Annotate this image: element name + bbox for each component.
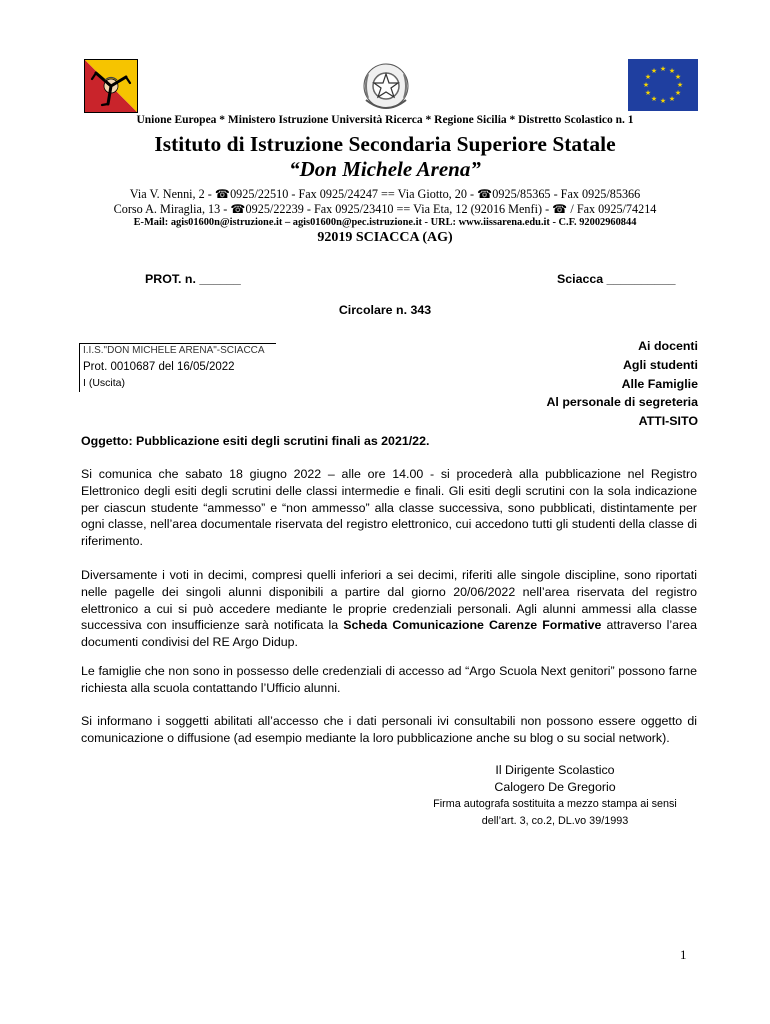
svg-text:★: ★ [644, 89, 652, 97]
svg-text:★: ★ [659, 97, 667, 105]
svg-text:★: ★ [674, 73, 682, 81]
svg-text:★: ★ [644, 73, 652, 81]
stamp-line-2: Prot. 0010687 del 16/05/2022 [83, 361, 235, 373]
subject-line: Oggetto: Pubblicazione esiti degli scrutini finali as 2021/22. [81, 434, 430, 448]
school-motto: “Don Michele Arena” [289, 157, 481, 181]
paragraph-text: Si comunica che sabato 18 giugno 2022 – alle ore 14.00 - si procederà alla pubblicazione nel Registro Elettronico degli esiti degli scrutini delle classi intermedie e finali. Gli esiti degli scrutini con la sola indicazione per ciascun studente “ammesso” e “non ammesso” alla classe successiva, sono pubblicati, distintamente per ogni classe, nell’area documentale riservata del registro elettronico, cui accedono tutti gli studenti della classe di riferimento. [81, 467, 697, 549]
signature-name: Calogero De Gregorio [494, 779, 616, 794]
svg-text:★: ★ [650, 95, 658, 103]
protocol-number: PROT. n. ______ [145, 272, 241, 286]
school-name: Istituto di Istruzione Secondaria Superiore Statale [154, 132, 616, 156]
place-date: Sciacca __________ [557, 272, 676, 286]
protocol-stamp [79, 343, 276, 392]
circular-number: Circolare n. 343 [338, 303, 432, 317]
contact-line: E-Mail: agis01600n@istruzione.it – agis01600n@pec.istruzione.it - URL: www.iissarena.edu.it - C.F. 92002960844 [133, 217, 637, 228]
european-union-flag-icon [628, 59, 698, 111]
svg-text:★: ★ [650, 67, 658, 75]
recipient-item: Alle Famiglie [621, 376, 698, 391]
signature-note-2: dell’art. 3, co.2, DL.vo 39/1993 [481, 814, 629, 827]
recipient-item: Al personale di segreteria [546, 395, 698, 410]
body-paragraph-2 [81, 567, 697, 651]
italian-republic-emblem-icon [360, 60, 412, 114]
paragraph-text: attraverso l’area documenti condivisi del RE Argo Didup. [81, 618, 697, 650]
stamp-line-1: I.I.S."DON MICHELE ARENA"-SCIACCA [83, 345, 265, 356]
signature-block [390, 762, 720, 829]
address-line-1: Via V. Nenni, 2 - ☎0925/22510 - Fax 0925/24247 == Via Giotto, 20 - ☎0925/85365 - Fax 0925/85366 [129, 187, 641, 201]
paragraph-text: Le famiglie che non sono in possesso delle credenziali di accesso ad “Argo Scuola Next genitori” possono farne richiesta alla scuola contattando l’Ufficio alunni. [81, 664, 697, 695]
body-paragraph-1 [81, 466, 697, 550]
paragraph-text: Si informano i soggetti abilitati all’accesso che i dati personali ivi consultabili non possono essere oggetto di comunicazione o diffusione (ad esempio mediante la loro pubblicazione anche su blog o su social network). [81, 714, 697, 745]
sicily-trinacria-icon [84, 59, 138, 113]
svg-text:★: ★ [674, 89, 682, 97]
svg-text:★: ★ [642, 81, 650, 89]
paragraph-text: Diversamente i voti in decimi, compresi quelli inferiori a sei decimi, riferiti alle singole discipline, sono riportati nelle pagelle dei singoli alunni disponibili a partire dal giorno 20/06/2022 nell’area riservata del registro elettronico a cui si può accedere mediante le proprie credenziali personali. Agli alunni ammessi alla classe successiva con insufficienze sarà notificata la [81, 568, 697, 633]
svg-text:★: ★ [668, 67, 676, 75]
stamp-line-3: I (Uscita) [83, 377, 125, 389]
recipient-item: Agli studenti [622, 357, 698, 372]
body-paragraph-3 [81, 663, 697, 697]
recipient-item: Ai docenti [638, 339, 698, 353]
svg-text:★: ★ [668, 95, 676, 103]
address-line-2: Corso A. Miraglia, 13 - ☎0925/22239 - Fax 0925/23410 == Via Eta, 12 (92016 Menfi) - ☎ / Fax 0925/74214 [113, 202, 657, 216]
page-number: 1 [680, 947, 687, 962]
paragraph-bold-text: Scheda Comunicazione Carenze Formative [343, 618, 602, 633]
body-paragraph-4 [81, 713, 697, 747]
city-line: 92019 SCIACCA (AG) [317, 230, 453, 245]
signature-note-1: Firma autografa sostituita a mezzo stampa ai sensi [433, 798, 677, 810]
institutions-line: Unione Europea * Ministero Istruzione Università Ricerca * Regione Sicilia * Distretto Scolastico n. 1 [136, 114, 634, 126]
recipients-list [430, 337, 698, 431]
signature-role: Il Dirigente Scolastico [495, 763, 615, 777]
svg-text:★: ★ [659, 65, 667, 73]
svg-text:★: ★ [676, 81, 684, 89]
recipient-item: ATTI-SITO [638, 414, 698, 429]
